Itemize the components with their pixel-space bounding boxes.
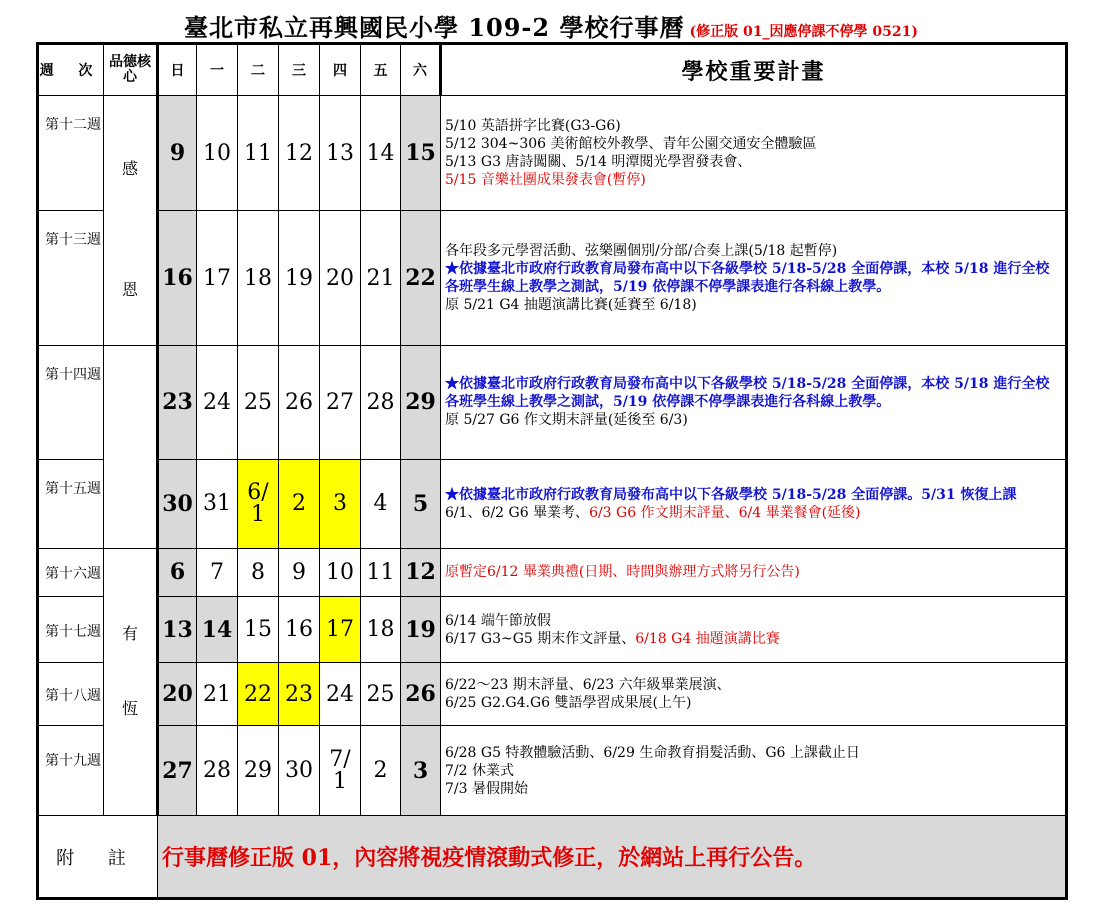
plan-cell	[441, 725, 1067, 816]
table-row	[38, 596, 1067, 662]
day-cell: 11	[361, 548, 401, 596]
day-cell: 6	[158, 548, 197, 596]
plan-line: 6/22～23 期末評量、6/23 六年級畢業展演、	[445, 677, 731, 693]
day-cell-highlight: 6/ 1	[238, 459, 279, 548]
day-cell: 16	[158, 211, 197, 346]
plan-line: 各年段多元學習活動、弦樂團個別/分部/合奏上課(5/18 起暫停)	[445, 243, 838, 260]
day-cell: 9	[279, 548, 320, 596]
core-char: 恩	[121, 280, 138, 300]
footer-label: 附 註	[38, 816, 158, 899]
day-cell: 18	[238, 211, 279, 346]
header-plan: 學校重要計畫	[441, 44, 1067, 96]
plan-cell	[441, 346, 1067, 460]
plan-line: 5/10 英語拼字比賽(G3-G6)	[445, 118, 621, 135]
week-label: 第十九週	[38, 725, 104, 816]
day-cell: 17	[197, 211, 238, 346]
plan-line: 原 5/27 G6 作文期末評量(延後至 6/3)	[445, 412, 688, 429]
plan-line: 5/15 音樂社團成果發表會(暫停)	[445, 172, 646, 189]
header-day-tue: 二	[238, 44, 279, 96]
table-row	[38, 96, 1067, 211]
plan-line: ★依據臺北市政府行政教育局發布高中以下各級學校 5/18-5/28 全面停課，本校 5/18 進行全校各班學生線上教學之測試，5/19 依停課不停學課表進行各科線上教學。	[445, 376, 1050, 411]
day-cell: 13	[158, 596, 197, 662]
day-cell: 15	[401, 96, 441, 211]
core-empty	[104, 346, 158, 548]
day-cell: 7	[197, 548, 238, 596]
header-day-wed: 三	[279, 44, 320, 96]
plan-line: 7/3 暑假開始	[445, 780, 528, 797]
day-cell-highlight: 17	[320, 596, 361, 662]
week-label: 第十二週	[38, 96, 104, 211]
footer-row	[38, 816, 1067, 899]
day-cell: 22	[401, 211, 441, 346]
header-week: 週 次	[38, 44, 104, 96]
day-cell: 10	[320, 548, 361, 596]
day-cell: 18	[361, 596, 401, 662]
title-revision-note: (修正版 01_因應停課不停學 0521)	[689, 24, 918, 40]
plan-line: 原暫定6/12 畢業典禮(日期、時間與辦理方式將另行公告)	[445, 564, 800, 581]
day-cell-highlight: 3	[320, 459, 361, 548]
plan-cell	[441, 459, 1067, 548]
day-cell: 8	[238, 548, 279, 596]
day-cell: 21	[361, 211, 401, 346]
day-cell: 29	[401, 346, 441, 460]
header-day-thu: 四	[320, 44, 361, 96]
header-day-sun: 日	[158, 44, 197, 96]
plan-line: ★依據臺北市政府行政教育局發布高中以下各級學校 5/18-5/28 全面停課。5/31 恢復上課	[445, 486, 1017, 503]
day-cell: 26	[279, 346, 320, 460]
plan-line: 6/18 G4 抽題演講比賽	[635, 630, 780, 647]
day-cell: 21	[197, 663, 238, 725]
plan-line: 6/17 G3~G5 期末作文評量、	[445, 630, 636, 647]
header-day-fri: 五	[361, 44, 401, 96]
week-label: 第十七週	[38, 596, 104, 662]
plan-line: ★依據臺北市政府行政教育局發布高中以下各級學校 5/18-5/28 全面停課，本校 5/18 進行全校各班學生線上教學之測試，5/19 依停課不停學課表進行各科線上教學。	[445, 261, 1050, 296]
day-cell: 30	[279, 725, 320, 816]
header-core: 品德核心	[104, 44, 158, 96]
core-char: 感	[121, 159, 138, 179]
day-cell: 30	[158, 459, 197, 548]
day-cell: 24	[197, 346, 238, 460]
core-char: 恆	[121, 698, 138, 718]
plan-line: 原 5/21 G4 抽題演講比賽(延賽至 6/18)	[445, 297, 697, 314]
table-row	[38, 346, 1067, 460]
week-label: 第十五週	[38, 459, 104, 548]
title-main: 臺北市私立再興國民小學 109-2 學校行事曆	[183, 13, 685, 42]
plan-line: 7/2 休業式	[445, 762, 514, 779]
table-row	[38, 663, 1067, 725]
plan-cell	[441, 663, 1067, 725]
core-char: 有	[121, 623, 138, 643]
plan-line: 6/14 端午節放假	[445, 612, 551, 629]
plan-line: 6/1、6/2 G6 畢業考、	[445, 504, 590, 521]
day-cell: 3	[401, 725, 441, 816]
day-cell-highlight: 22	[238, 663, 279, 725]
day-cell: 9	[158, 96, 197, 211]
day-cell: 16	[279, 596, 320, 662]
plan-line: 5/12 304~306 美術館校外教學、青年公園交通安全體驗區	[445, 136, 817, 153]
day-cell: 14	[197, 596, 238, 662]
plan-cell	[441, 96, 1067, 211]
day-cell: 10	[197, 96, 238, 211]
plan-cell	[441, 548, 1067, 596]
day-cell: 4	[361, 459, 401, 548]
plan-line: 6/28 G5 特教體驗活動、6/29 生命教育捐髮活動、G6 上課截止日	[445, 744, 860, 761]
week-label: 第十三週	[38, 211, 104, 346]
day-cell: 28	[197, 725, 238, 816]
table-row	[38, 725, 1067, 816]
week-label: 第十八週	[38, 663, 104, 725]
plan-cell	[441, 211, 1067, 346]
plan-line: 6/25 G2.G4.G6 雙語學習成果展(上午)	[445, 695, 692, 711]
day-cell: 19	[279, 211, 320, 346]
day-cell: 19	[401, 596, 441, 662]
day-cell: 11	[238, 96, 279, 211]
day-cell: 15	[238, 596, 279, 662]
school-calendar-table	[36, 42, 1068, 900]
plan-line: 6/3 G6 作文期末評量、6/4 畢業餐會(延後)	[589, 504, 861, 521]
day-cell: 20	[158, 663, 197, 725]
header-day-sat: 六	[401, 44, 441, 96]
day-cell: 12	[401, 548, 441, 596]
day-cell: 13	[320, 96, 361, 211]
calendar-title	[0, 8, 1102, 43]
day-cell: 25	[238, 346, 279, 460]
day-cell: 26	[401, 663, 441, 725]
table-row	[38, 459, 1067, 548]
day-cell: 23	[158, 346, 197, 460]
plan-line: 5/13 G3 唐詩闖關、5/14 明潭閱光學習發表會、	[445, 154, 752, 171]
day-cell-highlight: 23	[279, 663, 320, 725]
day-cell: 20	[320, 211, 361, 346]
week-label: 第十六週	[38, 548, 104, 596]
header-day-mon: 一	[197, 44, 238, 96]
day-cell: 12	[279, 96, 320, 211]
day-cell: 25	[361, 663, 401, 725]
week-label: 第十四週	[38, 346, 104, 460]
plan-cell	[441, 596, 1067, 662]
day-cell: 27	[320, 346, 361, 460]
core-value-perseverance	[104, 548, 158, 816]
footer-note: 行事曆修正版 01，內容將視疫情滾動式修正，於網站上再行公告。	[158, 816, 1067, 899]
day-cell: 31	[197, 459, 238, 548]
table-row	[38, 211, 1067, 346]
day-cell: 24	[320, 663, 361, 725]
day-cell: 7/ 1	[320, 725, 361, 816]
core-value-gratitude	[104, 96, 158, 346]
day-cell-highlight: 2	[279, 459, 320, 548]
day-cell: 28	[361, 346, 401, 460]
day-cell: 14	[361, 96, 401, 211]
table-row	[38, 548, 1067, 596]
header-row	[38, 44, 1067, 96]
day-cell: 5	[401, 459, 441, 548]
day-cell: 2	[361, 725, 401, 816]
day-cell: 27	[158, 725, 197, 816]
day-cell: 29	[238, 725, 279, 816]
